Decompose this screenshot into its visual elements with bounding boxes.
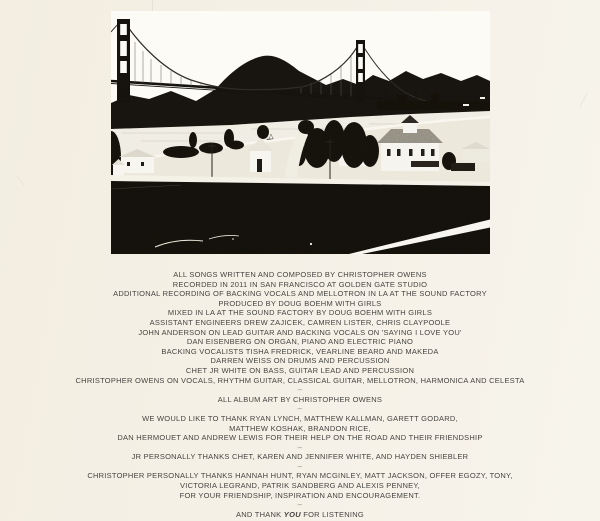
closing-line-section xyxy=(0,510,600,520)
jr-thanks xyxy=(0,452,600,462)
credit-line: DAN HERMOUET AND ANDREW LEWIS FOR THEIR HELP ON THE ROAD AND THEIR FRIENDSHIP xyxy=(117,433,483,443)
credit-line: RECORDED IN 2011 IN SAN FRANCISCO AT GOLDEN GATE STUDIO xyxy=(172,279,428,289)
credit-line: FOR YOUR FRIENDSHIP, INSPIRATION AND ENCOURAGEMENT. xyxy=(179,490,421,500)
section-separator: – xyxy=(297,500,303,510)
section-separator: – xyxy=(297,461,303,471)
you-emphasis: YOU xyxy=(283,509,301,519)
credit-line: ALL SONGS WRITTEN AND COMPOSED BY CHRISTOPHER OWENS xyxy=(173,270,427,279)
credits-block xyxy=(0,270,600,519)
credit-line: ADDITIONAL RECORDING OF BACKING VOCALS AND MELLOTRON IN LA AT THE SOUND FACTORY xyxy=(113,289,487,299)
golden-gate-bridge-photo xyxy=(111,11,490,254)
section-separator: – xyxy=(297,385,303,395)
credit-line: VICTORIA LEGRAND, PATRIK SANDBERG AND ALEXIS PENNEY, xyxy=(179,481,420,491)
section-separator: – xyxy=(297,404,303,414)
credit-line: BACKING VOCALISTS TISHA FREDRICK, VEARLINE BEARD AND MAKEDA xyxy=(161,346,439,356)
christopher-thanks xyxy=(0,471,600,500)
credit-line: DAN EISENBERG ON ORGAN, PIANO AND ELECTRIC PIANO xyxy=(186,337,414,347)
credit-line: WE WOULD LIKE TO THANK RYAN LYNCH, MATTHEW KALLMAN, GARETT GODARD, xyxy=(142,413,458,423)
credit-line: CHET JR WHITE ON BASS, GUITAR LEAD AND PERCUSSION xyxy=(185,365,415,375)
credit-line: JR PERSONALLY THANKS CHET, KAREN AND JENNIFER WHITE, AND HAYDEN SHIEBLER xyxy=(131,452,469,462)
credit-line: JOHN ANDERSON ON LEAD GUITAR AND BACKING VOCALS ON 'SAYING I LOVE YOU' xyxy=(138,327,462,337)
credit-line: ASSISTANT ENGINEERS DREW ZAJICEK, CAMREN LISTER, CHRIS CLAYPOOLE xyxy=(149,317,451,327)
album-art-credit xyxy=(0,395,600,405)
credit-line: ALL ALBUM ART BY CHRISTOPHER OWENS xyxy=(217,394,383,404)
credit-line: PRODUCED BY DOUG BOEHM WITH GIRLS xyxy=(218,298,382,308)
section-separator: – xyxy=(297,442,303,452)
credit-line: MIXED IN LA AT THE SOUND FACTORY BY DOUG BOEHM WITH GIRLS xyxy=(167,308,433,318)
credit-line: CHRISTOPHER OWENS ON VOCALS, RHYTHM GUITAR, CLASSICAL GUITAR, MELLOTRON, HARMONICA AND CELESTA xyxy=(75,375,525,385)
closing-post: FOR LISTENING xyxy=(300,509,365,519)
credit-line: CHRISTOPHER PERSONALLY THANKS HANNAH HUNT, RYAN MCGINLEY, MATT JACKSON, OFFER EGOZY, TONY, xyxy=(87,471,513,481)
recording-credits xyxy=(0,270,600,385)
halftone-grain xyxy=(111,11,490,254)
closing-pre: AND THANK xyxy=(235,509,284,519)
credit-line: MATTHEW KOSHAK, BRANDON RICE, xyxy=(229,423,371,433)
credit-line: DARREN WEISS ON DRUMS AND PERCUSSION xyxy=(210,356,390,366)
closing-line xyxy=(0,510,600,520)
band-thanks xyxy=(0,414,600,443)
paper-crease xyxy=(579,93,587,108)
bridge-photo-illustration xyxy=(111,11,490,254)
paper-crease xyxy=(16,176,24,186)
